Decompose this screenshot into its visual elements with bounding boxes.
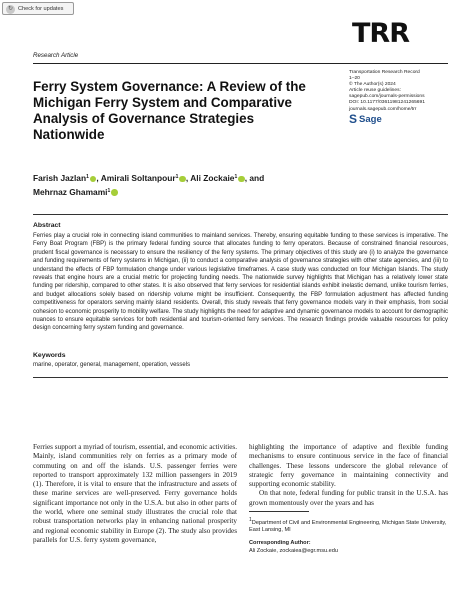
author-affiliation-marker: 1 <box>107 187 111 194</box>
journal-info-line: Article reuse guidelines: <box>349 88 401 94</box>
publisher-logo <box>349 112 382 126</box>
affiliation-text: Department of Civil and Environmental Engineering, Michigan State University, East Lansing, MI <box>249 520 447 534</box>
sage-s-icon: S <box>349 112 358 126</box>
check-for-updates-label: Check for updates <box>18 6 64 12</box>
doi-link[interactable]: DOI: 10.1177/03611981241265691 <box>349 100 425 106</box>
corresponding-author <box>249 540 448 554</box>
paper-title: Ferry System Governance: A Review of the Michigan Ferry System and Comparative Analysis of Governance Strategies Nationwide <box>33 79 306 142</box>
affiliation-marker: 1 <box>249 517 252 523</box>
orcid-icon[interactable] <box>111 189 118 196</box>
body-paragraph: highlighting the importance of adaptive and flexible funding mechanisms to ensure continuous service in the face of financial challenges. These lessons underscore the global relevance of strategic ferry governance in maintaining connectivity and supporting economic stability. <box>249 443 448 489</box>
refresh-icon: ↻ <box>7 6 14 12</box>
publisher-name: Sage <box>359 113 382 125</box>
header-rule <box>33 63 448 64</box>
journal-info-link[interactable]: sagepub.com/journals-permissions <box>349 94 425 100</box>
author-affiliation-marker: 1 <box>175 174 179 180</box>
corresponding-author-heading: Corresponding Author: <box>249 540 311 547</box>
author-separator: , <box>96 173 99 183</box>
body-column-left <box>33 443 237 545</box>
abstract-text: Ferries play a crucial role in connecting island communities to mainland services. Thereby, ensuring equitable funding to these services is imperative. The Ferry Boat Program (FBP) is the primary federal funding source that allocates funding to ferry operators. Because of constrained financial resources, prudent fiscal governance is necessary to ensure the resiliency of the ferry systems. The primary objectives of this study are (i) to analyze the governance and funding requirements of ferry systems in Michigan, (ii) to conduct a comparative analysis of governance strategies with other state agencies, and (iii) to understand the effects of FBP formulation change under various legislative timeframes. A case study was conducted on four Michigan Islands. The study reveals that engine hours are a crucial metric for projecting funding needs. The nationwide survey highlights that Michigan has a relatively lower state funding per ridership, compared to other states. It is also observed that ferry services for residential islands exhibit inelastic demand, unlike tourism ferries, and budget allocations solely based on ridership volume might be insufficient. Consequently, the FBP formulation adjustment has affected funding competitiveness for operators serving mainly island residents. Overall, this study reveals that ferry governance models vary in their emphasis, from social cohesion to economic prosperity to mobility welfare. The study highlights the need for adaptive and dynamic governance models to account for demographic nuances to ensure equitable services for both residential and tourism-oriented ferry services. The research findings provide valuable resources for policy design concerning ferry system funding and governance. <box>33 233 448 332</box>
author-list <box>33 171 333 198</box>
keywords-text: marine, operator, general, management, operation, vessels <box>33 362 191 368</box>
check-for-updates-badge[interactable] <box>2 2 74 15</box>
abstract-top-rule <box>33 214 448 215</box>
corresponding-author-contact[interactable]: Ali Zockaie, zockaiea@egr.msu.edu <box>249 547 339 554</box>
body-column-right <box>249 443 448 508</box>
author-name[interactable]: Farish Jazlan <box>33 173 87 183</box>
keywords-bottom-rule <box>33 377 448 378</box>
footnote-rule <box>249 511 309 512</box>
body-paragraph: On that note, federal funding for public transit in the U.S.A. has grown momentously over the years and has <box>249 489 448 507</box>
journal-logo: TRR <box>352 18 409 49</box>
article-type: Research Article <box>33 52 79 59</box>
journal-info <box>349 70 459 113</box>
body-paragraph: Ferries support a myriad of tourism, essential, and economic activities. Mainly, island communities rely on ferries as a primary mode of commuting on and off the islands. U.S. passenger ferries were reported to transport approximately 132 million passengers in 2019 (1). Therefore, it is vital to ensure that the infrastructure and assets of these marine services are well-preserved. Ferry governance holds significant importance not only in the U.S.A. but also in other parts of the world, where one seminal study illustrates the crucial role that robust transportation networks play in enhancing national prosperity and regional economic stability in Europe (2). The study also provides parallels for U.S. ferry system governance, <box>33 443 237 544</box>
author-name[interactable]: Amirali Soltanpour <box>100 173 176 183</box>
author-separator: , and <box>244 173 265 183</box>
author-name[interactable]: Mehrnaz Ghamami <box>33 186 108 197</box>
author-affiliation-marker: 1 <box>86 174 89 180</box>
author-affiliation-marker: 1 <box>234 174 238 180</box>
journal-home-link[interactable]: journals.sagepub.com/home/trr <box>349 106 417 112</box>
author-name[interactable]: Ali Zockaie <box>190 173 235 183</box>
affiliation-footnote <box>249 517 448 555</box>
affiliation-line <box>249 517 448 534</box>
author-separator: , <box>185 173 189 183</box>
journal-info-line: © The Author(s) 2024 <box>349 82 396 88</box>
abstract-heading: Abstract <box>33 222 61 229</box>
journal-info-line: 1–20 <box>349 76 360 82</box>
keywords-heading: Keywords <box>33 352 66 359</box>
journal-info-line: Transportation Research Record <box>349 70 420 75</box>
